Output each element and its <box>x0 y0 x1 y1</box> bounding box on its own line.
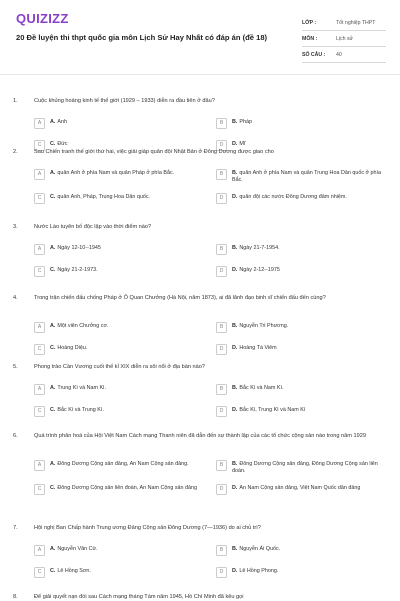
option-value: Anh <box>57 119 67 125</box>
option-key: D. <box>232 141 238 147</box>
option-text <box>232 169 386 184</box>
option-key: C. <box>50 345 56 351</box>
meta-value: Lịch sử <box>336 35 354 42</box>
option-text <box>232 384 283 392</box>
question-text: Nước Lào tuyên bố độc lập vào thời điểm nào? <box>34 224 152 230</box>
option-letter-box: A <box>34 169 45 180</box>
option-value: Lê Hồng Phong. <box>239 568 279 574</box>
answer-option-c[interactable] <box>34 344 204 355</box>
option-key: C. <box>50 485 56 491</box>
question-text: Cuộc khủng hoảng kinh tế thế giới (1929 – 1933) diễn ra đầu tiên ở đâu? <box>34 98 215 104</box>
meta-row-class <box>302 15 386 31</box>
option-key: C. <box>50 267 56 273</box>
option-key: D. <box>232 194 238 200</box>
option-text <box>50 567 91 575</box>
question-number: 6. <box>13 433 18 439</box>
option-text <box>50 384 106 392</box>
option-key: A. <box>50 546 56 552</box>
option-key: B. <box>232 546 238 552</box>
answer-option-a[interactable] <box>34 545 204 556</box>
option-key: A. <box>50 119 56 125</box>
option-letter-box: A <box>34 244 45 255</box>
option-text <box>232 344 277 352</box>
question-number: 2. <box>13 149 18 155</box>
option-text <box>50 322 109 330</box>
option-text <box>50 140 68 148</box>
option-value: Nguyễn Văn Cừ. <box>57 546 98 552</box>
answer-option-c[interactable] <box>34 266 204 277</box>
option-key: D. <box>232 485 238 491</box>
option-letter-box: C <box>34 567 45 578</box>
option-value: Ngày 12-10--1945 <box>57 245 101 251</box>
answer-option-d[interactable] <box>216 344 386 355</box>
option-value: Hoàng Tá Viêm <box>239 345 277 351</box>
answer-option-c[interactable] <box>34 567 204 578</box>
option-value: Mĩ <box>239 141 246 147</box>
option-key: B. <box>232 385 238 391</box>
option-letter-box: D <box>216 140 227 151</box>
question-number: 5. <box>13 364 18 370</box>
option-value: Nguyễn Ái Quốc. <box>239 546 281 552</box>
answer-option-b[interactable] <box>216 545 386 556</box>
option-letter-box: B <box>216 118 227 129</box>
option-letter-box: D <box>216 344 227 355</box>
option-value: Một viên Chưởng cơ. <box>57 323 109 329</box>
option-key: B. <box>232 245 238 251</box>
option-value: Ngày 21-2-1973. <box>57 267 98 273</box>
option-letter-box: A <box>34 322 45 333</box>
meta-row-question-count <box>302 47 386 63</box>
option-key: D. <box>232 407 238 413</box>
option-text <box>50 484 197 492</box>
question-number: 8. <box>13 594 18 600</box>
answer-option-c[interactable] <box>34 484 204 495</box>
option-key: D. <box>232 568 238 574</box>
answer-option-b[interactable] <box>216 384 386 395</box>
option-text <box>232 140 245 148</box>
question-number: 3. <box>13 224 18 230</box>
answer-option-a[interactable] <box>34 169 204 180</box>
option-letter-box: A <box>34 118 45 129</box>
option-letter-box: B <box>216 322 227 333</box>
option-key: A. <box>50 323 56 329</box>
option-key: B. <box>232 323 238 329</box>
option-value: Nguyễn Tri Phương. <box>239 323 289 329</box>
option-text <box>50 266 98 274</box>
answer-option-d[interactable] <box>216 193 386 204</box>
option-letter-box: D <box>216 193 227 204</box>
option-text <box>50 118 67 126</box>
option-value: Hoàng Diệu. <box>57 345 88 351</box>
answer-option-a[interactable] <box>34 118 204 129</box>
option-text <box>50 545 98 553</box>
worksheet-header <box>0 0 400 66</box>
option-key: A. <box>50 385 56 391</box>
answer-option-a[interactable] <box>34 244 204 255</box>
option-key: B. <box>232 461 238 467</box>
answer-option-d[interactable] <box>216 406 386 417</box>
option-key: C. <box>50 407 56 413</box>
option-key: B. <box>232 119 238 125</box>
option-text <box>50 460 189 468</box>
answer-option-b[interactable] <box>216 169 386 184</box>
option-letter-box: B <box>216 384 227 395</box>
meta-value: 40 <box>336 51 342 58</box>
option-value: Bắc Kì, Trung Kì và Nam Kì <box>239 407 306 413</box>
option-text <box>232 406 305 414</box>
question-text: Phong trào Cần Vương cuối thế kỉ XIX diễn ra sôi nổi ở địa bàn nào? <box>34 364 205 370</box>
answer-option-b[interactable] <box>216 118 386 129</box>
option-text <box>232 118 252 126</box>
option-value: Đức <box>57 141 68 147</box>
meta-row-subject <box>302 31 386 47</box>
option-key: A. <box>50 170 56 176</box>
option-text <box>232 244 280 252</box>
option-text <box>232 266 280 274</box>
question-text: Trong trận chiến đấu chống Pháp ở Ô Quan Chưởng (Hà Nội, năm 1873), ai đã lãnh đạo binh sĩ chiến đấu đến cùng? <box>34 295 326 301</box>
option-text <box>232 322 288 330</box>
option-value: Trung Kì và Nam Kì. <box>57 385 107 391</box>
option-text <box>50 244 101 252</box>
option-value: Đông Dương Cộng sản liên đoàn, An Nam Cộng sản đảng <box>57 485 198 491</box>
option-text <box>50 406 104 414</box>
question-text: Sau Chiến tranh thế giới thứ hai, việc giải giáp quân đội Nhật Bản ở Đông Dương được giao cho <box>34 149 274 155</box>
option-value: Bắc Kì và Trung Kì. <box>57 407 104 413</box>
option-value: Bắc Kì và Nam Kì. <box>239 385 284 391</box>
option-letter-box: A <box>34 545 45 556</box>
option-value: quân Anh ở phía Nam và quân Pháp ở phía Bắc. <box>57 170 175 176</box>
option-text <box>232 484 360 492</box>
answer-option-a[interactable] <box>34 460 204 471</box>
answer-option-a[interactable] <box>34 322 204 333</box>
meta-label: MÔN : <box>302 35 318 42</box>
question-number: 4. <box>13 295 18 301</box>
option-value: quân Anh ở phía Nam và quân Trung Hoa Dân quốc ở phía Bắc. <box>232 170 382 183</box>
answer-option-c[interactable] <box>34 193 204 204</box>
option-text <box>50 169 174 177</box>
option-letter-box: D <box>216 567 227 578</box>
option-letter-box: B <box>216 460 227 471</box>
option-value: Ngày 2-12--1975 <box>239 267 280 273</box>
answer-option-d[interactable] <box>216 266 386 277</box>
answer-option-c[interactable] <box>34 406 204 417</box>
option-letter-box: C <box>34 406 45 417</box>
option-key: C. <box>50 141 56 147</box>
question-number: 1. <box>13 98 18 104</box>
option-text <box>50 193 150 201</box>
answer-option-d[interactable] <box>216 567 386 578</box>
option-letter-box: C <box>34 193 45 204</box>
meta-value: Tốt nghiệp THPT <box>336 19 376 26</box>
question-number: 7. <box>13 525 18 531</box>
question-text: Quá trình phân hoá của Hội Việt Nam Cách mạng Thanh niên đã dẫn đến sự thành lập của các tổ chức cộng sản nào trong năm 1929 <box>34 433 366 439</box>
header-divider <box>0 74 400 75</box>
option-letter-box: C <box>34 140 45 151</box>
option-value: quân Anh, Pháp, Trung Hoa Dân quốc. <box>57 194 151 200</box>
answer-option-b[interactable] <box>216 322 386 333</box>
option-letter-box: C <box>34 266 45 277</box>
question-text: Hội nghị Ban Chấp hành Trung ương Đảng Cộng sản Đông Dương (7—1936) do ai chủ trì? <box>34 525 261 531</box>
option-letter-box: B <box>216 244 227 255</box>
option-key: C. <box>50 194 56 200</box>
option-value: Đông Dương Cộng sản đảng, Đông Dương Cộng sản liên đoàn. <box>232 461 378 474</box>
option-key: A. <box>50 461 56 467</box>
option-letter-box: C <box>34 344 45 355</box>
option-key: C. <box>50 568 56 574</box>
option-letter-box: A <box>34 384 45 395</box>
meta-label: SỐ CÂU : <box>302 51 326 58</box>
option-letter-box: C <box>34 484 45 495</box>
option-key: D. <box>232 267 238 273</box>
option-key: B. <box>232 170 238 176</box>
option-text <box>232 460 386 475</box>
option-text <box>50 344 87 352</box>
option-value: Đông Dương Cộng sản đảng, An Nam Cộng sản đảng. <box>57 461 189 467</box>
worksheet-title: 20 Đề luyện thi thpt quốc gia môn Lịch Sử Hay Nhất có đáp án (đề 18) <box>16 33 268 42</box>
option-key: A. <box>50 245 56 251</box>
option-letter-box: D <box>216 266 227 277</box>
quizizz-logo: QUIZIZZ <box>16 11 69 26</box>
answer-option-b[interactable] <box>216 244 386 255</box>
option-text <box>232 193 347 201</box>
option-letter-box: D <box>216 406 227 417</box>
option-letter-box: B <box>216 169 227 180</box>
option-key: D. <box>232 345 238 351</box>
worksheet-meta <box>302 15 386 63</box>
option-letter-box: A <box>34 460 45 471</box>
answer-option-d[interactable] <box>216 484 386 495</box>
option-text <box>232 567 278 575</box>
question-text: Để giải quyết nạn đói sau Cách mạng tháng Tám năm 1945, Hồ Chí Minh đã kêu gọi <box>34 594 244 600</box>
answer-option-a[interactable] <box>34 384 204 395</box>
option-value: Ngày 21-7-1954. <box>239 245 280 251</box>
meta-label: LỚP : <box>302 19 317 26</box>
option-value: Lê Hồng Sơn. <box>57 568 91 574</box>
option-letter-box: D <box>216 484 227 495</box>
option-value: quân đội các nước Đông Dương đảm nhiệm. <box>239 194 347 200</box>
option-letter-box: B <box>216 545 227 556</box>
option-text <box>232 545 280 553</box>
option-value: Pháp <box>239 119 252 125</box>
option-value: An Nam Cộng sản đảng, Việt Nam Quốc dân đảng <box>239 485 361 491</box>
answer-option-b[interactable] <box>216 460 386 475</box>
